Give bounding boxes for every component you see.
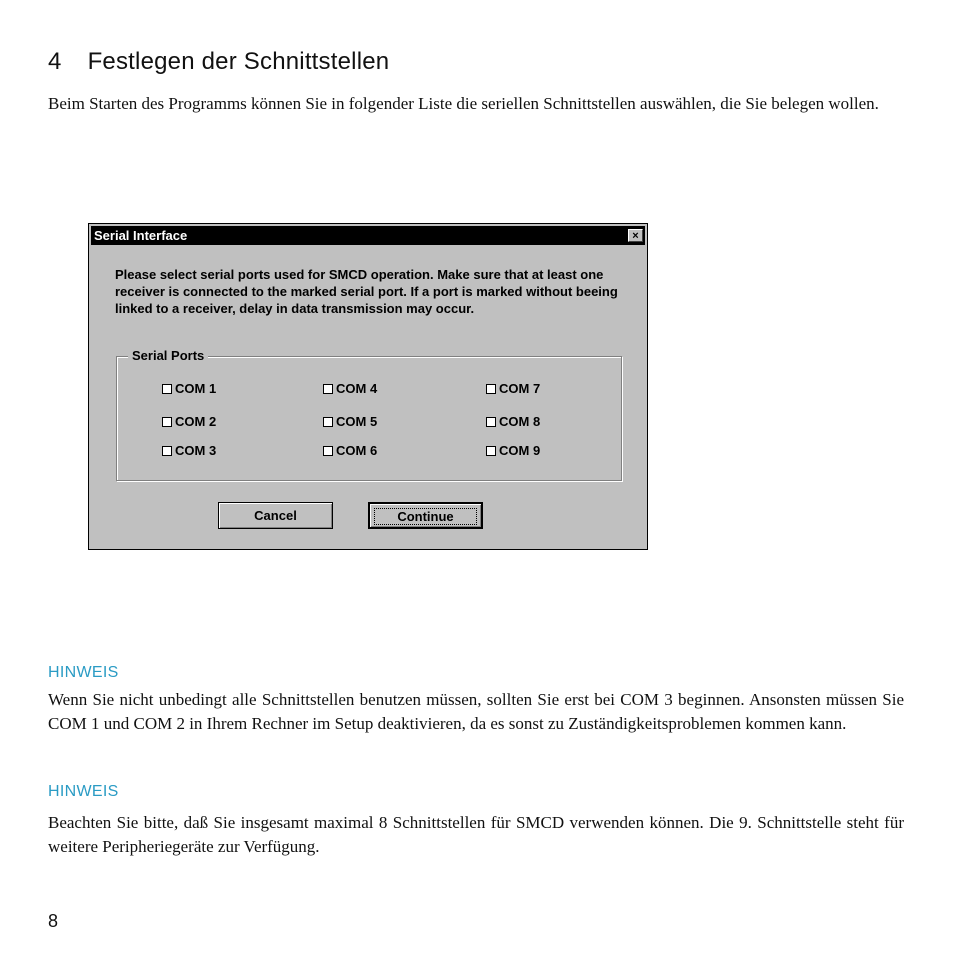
checkbox-com9[interactable] [486, 443, 540, 458]
checkbox-icon[interactable] [162, 384, 172, 394]
close-icon[interactable]: × [628, 229, 643, 242]
checkbox-com2[interactable] [162, 414, 216, 429]
checkbox-label: COM 6 [336, 443, 378, 458]
dialog-message: Please select serial ports used for SMCD operation. Make sure that at least one receiver is connected to the marked serial port. If a port is marked without beeing linked to a receiver, delay in data transmission may occur. [115, 267, 618, 316]
checkbox-com7[interactable] [486, 381, 540, 396]
checkbox-label: COM 3 [175, 443, 217, 458]
dialog-title: Serial Interface [94, 228, 188, 243]
checkbox-com3[interactable] [162, 443, 216, 458]
checkbox-icon[interactable] [486, 446, 496, 456]
checkbox-label: COM 2 [175, 414, 217, 429]
checkbox-icon[interactable] [162, 446, 172, 456]
checkbox-label: COM 4 [336, 381, 378, 396]
section-number: 4 [48, 48, 62, 75]
continue-button-label: Continue [374, 508, 476, 525]
continue-button[interactable] [368, 502, 483, 529]
serial-interface-dialog [88, 223, 648, 550]
checkbox-label: COM 7 [499, 381, 541, 396]
note-label: HINWEIS [48, 664, 119, 681]
cancel-button[interactable]: Cancel [218, 502, 333, 529]
checkbox-icon[interactable] [162, 417, 172, 427]
page-number: 8 [48, 911, 59, 931]
checkbox-icon[interactable] [323, 446, 333, 456]
checkbox-label: COM 9 [499, 443, 541, 458]
checkbox-com4[interactable] [323, 381, 377, 396]
checkbox-com6[interactable] [323, 443, 377, 458]
intro-paragraph: Beim Starten des Programms können Sie in folgender Liste die seriellen Schnittstellen auswählen, die Sie belegen wollen. [48, 94, 879, 113]
note-text: Wenn Sie nicht unbedingt alle Schnittstellen benutzen müssen, sollten Sie erst bei COM 3 beginnen. Ansonsten müssen Sie COM 1 und COM 2 in Ihrem Rechner im Setup deaktivieren, da es sonst zu Zuständigkeitsproblemen kommen kann. [48, 690, 904, 733]
checkbox-icon[interactable] [323, 417, 333, 427]
checkbox-label: COM 8 [499, 414, 541, 429]
checkbox-com1[interactable] [162, 381, 216, 396]
checkbox-com8[interactable] [486, 414, 540, 429]
dialog-titlebar[interactable] [91, 226, 645, 245]
section-title: Festlegen der Schnittstellen [87, 48, 390, 75]
note-label: HINWEIS [48, 783, 119, 800]
group-label: Serial Ports [128, 348, 208, 363]
note-text: Beachten Sie bitte, daß Sie insgesamt maximal 8 Schnittstellen für SMCD verwenden können. Die 9. Schnittstelle steht für weitere Peripheriegeräte zur Verfügung. [48, 813, 904, 856]
checkbox-com5[interactable] [323, 414, 377, 429]
checkbox-icon[interactable] [486, 417, 496, 427]
checkbox-icon[interactable] [486, 384, 496, 394]
checkbox-icon[interactable] [323, 384, 333, 394]
section-heading [48, 48, 389, 76]
checkbox-label: COM 1 [175, 381, 217, 396]
serial-ports-group [116, 348, 622, 481]
checkbox-label: COM 5 [336, 414, 378, 429]
